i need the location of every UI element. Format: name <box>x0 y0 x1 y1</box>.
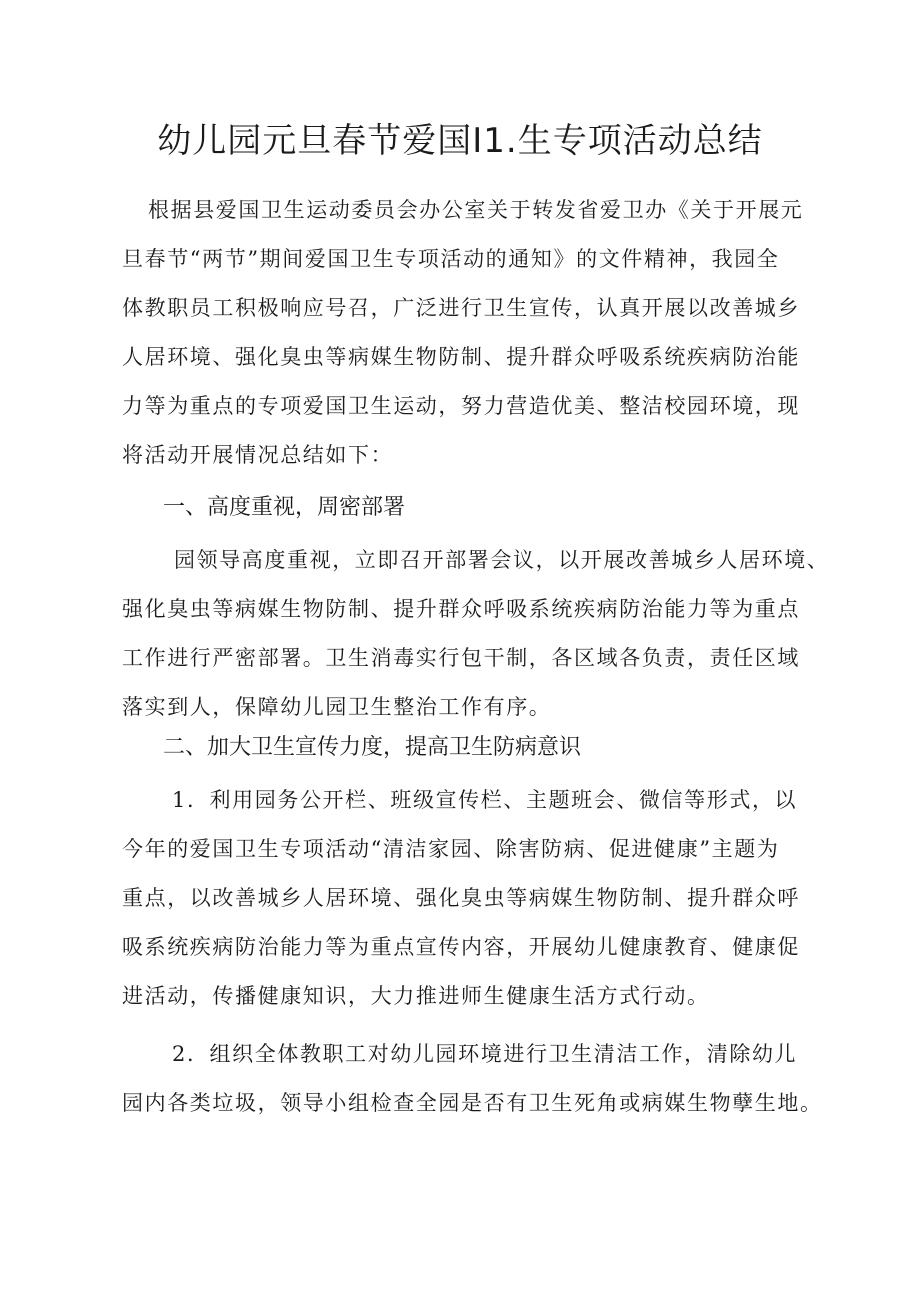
section2-item1-line: 吸系统疾病防治能力等为重点宣传内容，开展幼儿健康教育、健康促 <box>122 935 800 959</box>
section2-item1-line: 1．利用园务公开栏、班级宣传栏、主题班会、微信等形式，以 <box>172 788 798 812</box>
section1-line: 强化臭虫等病媒生物防制、提升群众呼吸系统疾病防治能力等为重点 <box>122 597 800 621</box>
section1-heading: 一、高度重视，周密部署 <box>163 495 406 520</box>
section2-item1-line: 今年的爱国卫生专项活动“清洁家园、除害防病、促进健康”主题为 <box>122 837 780 861</box>
intro-line: 将活动开展情况总结如下： <box>122 443 394 467</box>
document-title: 幼儿园元旦春节爱国I1.生专项活动总结 <box>157 121 763 161</box>
intro-line: 人居环境、强化臭虫等病媒生物防制、提升群众呼吸系统疾病防治能 <box>122 345 800 369</box>
section2-item2-paragraph <box>122 1030 822 1128</box>
section1-line: 工作进行严密部署。卫生消毒实行包干制，各区域各负责，责任区域 <box>122 646 800 670</box>
intro-line: 根据县爱国卫生运动委员会办公室关于转发省爱卫办《关于开展元 <box>148 198 804 222</box>
section2-item2-line: 园内各类垃圾，领导小组检查全园是否有卫生死角或病媒生物孽生地。 <box>122 1091 823 1115</box>
section2-heading: 二、加大卫生宣传力度，提高卫生防病意识 <box>163 735 582 760</box>
section2-item1-paragraph <box>122 776 822 1021</box>
section2-item1-line: 进活动，传播健康知识，大力推进师生健康生活方式行动。 <box>122 984 710 1008</box>
section1-line: 落实到人，保障幼儿园卫生整治工作有序。 <box>122 695 552 719</box>
intro-line: 旦春节“两节”期间爱国卫生专项活动的通知》的文件精神，我园全 <box>122 247 780 271</box>
section2-item1-line: 重点，以改善城乡人居环境、强化臭虫等病媒生物防制、提升群众呼 <box>122 886 800 910</box>
intro-paragraph <box>122 186 822 480</box>
section2-item2-line: 2．组织全体教职工对幼儿园环境进行卫生清洁工作，清除幼儿 <box>172 1042 798 1066</box>
intro-line: 体教职员工积极响应号召，广泛进行卫生宣传，认真开展以改善城乡 <box>122 296 800 320</box>
section1-paragraph <box>122 536 830 732</box>
intro-line: 力等为重点的专项爱国卫生运动，努力营造优美、整洁校园环境，现 <box>122 394 800 418</box>
section1-line: 园领导高度重视，立即召开部署会议，以开展改善城乡人居环境、 <box>174 548 830 572</box>
